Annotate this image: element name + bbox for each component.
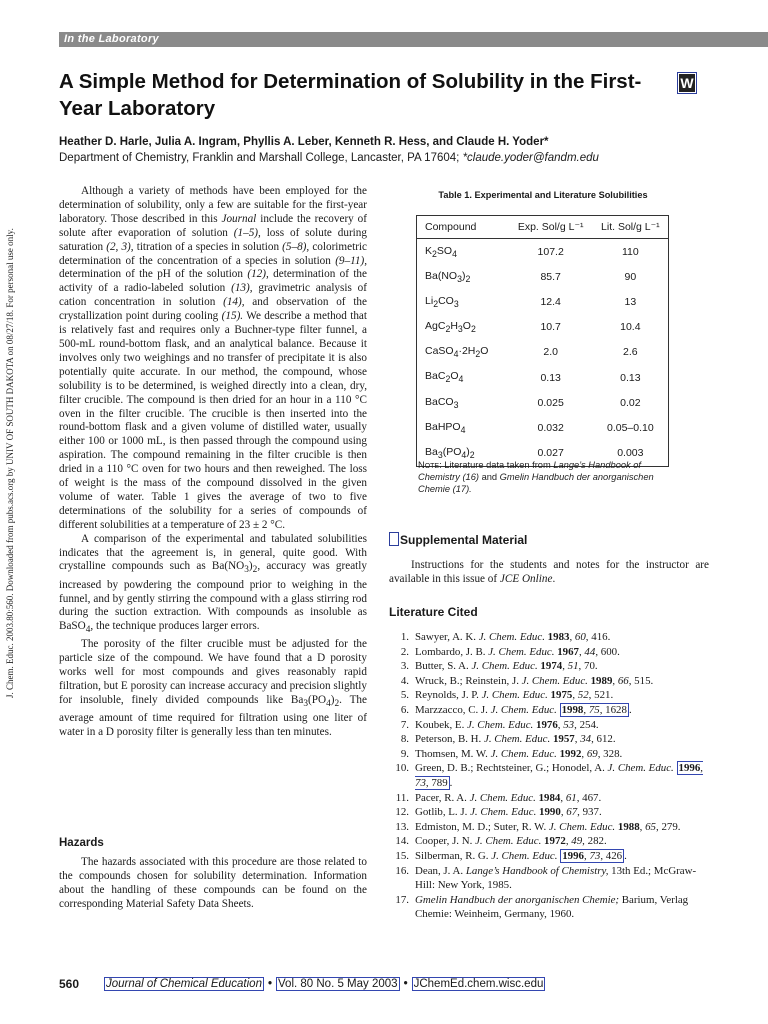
reference-item: 7. Koubek, E. J. Chem. Educ. 1976, 53, 254. bbox=[400, 718, 599, 731]
web-document-icon[interactable] bbox=[389, 532, 399, 546]
table-row bbox=[417, 390, 669, 415]
web-supplement-icon[interactable]: W bbox=[677, 72, 697, 94]
reference-item: 16. Dean, J. A. Lange’s Handbook of Chemistry, 13th Ed.; McGraw-Hill: New York, 1985. bbox=[395, 864, 697, 892]
reference-item: 15. Silberman, R. G. J. Chem. Educ. 1996, 73, 426 . bbox=[395, 849, 627, 862]
lit-cell: 0.05–0.10 bbox=[606, 421, 654, 434]
supplemental-text bbox=[389, 559, 709, 587]
lit-cell: 110 bbox=[621, 245, 639, 258]
table-header-row bbox=[417, 216, 669, 239]
lit-cell: 0.003 bbox=[617, 447, 644, 460]
page-number: 560 bbox=[59, 977, 80, 991]
website-link[interactable]: JChemEd.chem.wisc.edu bbox=[413, 978, 544, 990]
lit-cell: 13 bbox=[624, 295, 637, 308]
reference-list bbox=[389, 630, 709, 922]
hazards-heading: Hazards bbox=[59, 837, 104, 849]
table-note: Note: Literature data taken from Lange’s Handbook of Chemistry (16) and Gmelin Handbuch der anorganischen Chemie (17). bbox=[418, 460, 654, 494]
reference-item: 5. Reynolds, J. P. J. Chem. Educ. 1975, 52, 521. bbox=[400, 689, 614, 702]
column-header: Compound bbox=[417, 216, 509, 239]
compound-cell: $BaC_2O_4$ bbox=[425, 370, 464, 385]
literature-heading: Literature Cited bbox=[389, 605, 478, 619]
table-row bbox=[417, 239, 669, 265]
paragraph: A comparison of the experimental and tabulated solubilities indicates that the agreement is, in general, quite good. With crystalline compounds such as $Ba(NO_3)_2$, accuracy was greatly increased by powdering the compound prior to weighing in the funnel, and by gently stirring the compound with a glass stirring rod during the suction extraction. With compounds as insoluble as BaSO$_4$, the technique produces larger errors. bbox=[59, 532, 367, 636]
article-title: A Simple Method for Determination of Solubility in the First-Year Laboratory bbox=[59, 70, 642, 120]
reference-item: 3. Butter, S. A. J. Chem. Educ. 1974, 51, 70. bbox=[400, 660, 598, 673]
issue-link[interactable]: Vol. 80 No. 5 May 2003 bbox=[278, 978, 398, 990]
affiliation: Department of Chemistry, Franklin and Marshall College, Lancaster, PA 17604; *claude.yoder@fandm.edu bbox=[59, 152, 599, 164]
journal-footer bbox=[104, 977, 545, 991]
author-list: Heather D. Harle, Julia A. Ingram, Phyllis A. Leber, Kenneth R. Hess, and Claude H. Yoder* bbox=[59, 136, 549, 148]
exp-cell: 10.7 bbox=[540, 321, 561, 334]
lit-cell: 2.6 bbox=[623, 346, 638, 359]
reference-item: 10. Green, D. B.; Rechtsteiner, G.; Honodel, A. J. Chem. Educ. 1996, 73, 789 . bbox=[395, 762, 704, 789]
reference-item: 4. Wruck, B.; Reinstein, J. J. Chem. Educ. 1989, 66, 515. bbox=[400, 674, 654, 687]
table-row bbox=[417, 289, 669, 314]
exp-cell: 0.025 bbox=[537, 396, 564, 409]
exp-cell: 85.7 bbox=[540, 270, 561, 283]
supplemental-heading: Supplemental Material bbox=[389, 532, 527, 548]
separator: • bbox=[267, 978, 273, 990]
exp-cell: 12.4 bbox=[540, 295, 561, 308]
paragraph: The porosity of the filter crucible must be adjusted for the particle size of the compound. We have found that a D porosity works well for most compounds and gives reasonably rapid filtration, but E porosity can increase accuracy and precision slightly for insoluble, finely divided compounds like $Ba_3(PO_4)_2$. The average amount of time required for filtration using one liter of water in a D porosity filter is generally less than ten minutes. bbox=[59, 638, 367, 739]
table-caption: Table 1. Experimental and Literature Solubilities bbox=[438, 190, 648, 200]
compound-cell: BaCO$_3$ bbox=[425, 395, 459, 410]
solubility-table bbox=[416, 215, 669, 467]
compound-cell: $Ba(NO_3)_2$ bbox=[425, 269, 471, 284]
lit-cell: 90 bbox=[624, 270, 637, 283]
column-header: Exp. Sol/g L⁻¹ bbox=[509, 216, 593, 239]
reference-link[interactable]: 1996, 73, 789 bbox=[415, 762, 704, 789]
reference-item: 2. Lombardo, J. B. J. Chem. Educ. 1967, 44, 600. bbox=[400, 645, 620, 658]
reference-item: 17. Gmelin Handbuch der anorganischen Chemie; Barium, Verlag Chemie: Weinheim, Germany, 1960. bbox=[395, 893, 689, 921]
reference-link[interactable]: 1996, 73, 426 bbox=[562, 849, 623, 862]
reference-item: 14. Cooper, J. N. J. Chem. Educ. 1972, 49, 282. bbox=[395, 835, 607, 848]
lit-cell: 0.13 bbox=[620, 371, 641, 384]
compound-cell: $K_2SO_4$ bbox=[425, 244, 457, 259]
reference-item: 12. Gotlib, L. J. J. Chem. Educ. 1990, 67, 937. bbox=[395, 806, 602, 819]
journal-link[interactable]: Journal of Chemical Education bbox=[106, 978, 262, 990]
section-header-bar bbox=[59, 32, 768, 47]
exp-cell: 0.027 bbox=[537, 447, 564, 460]
table-row bbox=[417, 315, 669, 340]
hazards-text bbox=[59, 856, 367, 912]
main-text-column bbox=[59, 185, 367, 740]
compound-cell: $CaSO_4\cdot 2H_2O$ bbox=[425, 345, 489, 360]
compound-cell: $Ba_3(PO_4)_2$ bbox=[425, 446, 475, 461]
compound-cell: BaHPO$_4$ bbox=[425, 420, 466, 435]
reference-item: 1. Sawyer, A. K. J. Chem. Educ. 1983, 60, 416. bbox=[400, 631, 611, 643]
reference-item: 13. Edmiston, M. D.; Suter, R. W. J. Chem. Educ. 1988, 65, 279. bbox=[395, 820, 681, 833]
exp-cell: 2.0 bbox=[543, 346, 558, 359]
table-row bbox=[417, 340, 669, 365]
table-row bbox=[417, 365, 669, 390]
table-row bbox=[417, 264, 669, 289]
reference-link[interactable]: 1998, 75, 1628 bbox=[561, 703, 627, 716]
exp-cell: 0.13 bbox=[540, 371, 561, 384]
reference-item: 9. Thomsen, M. W. J. Chem. Educ. 1992, 69, 328. bbox=[400, 747, 623, 760]
exp-cell: 0.032 bbox=[537, 421, 564, 434]
lit-cell: 0.02 bbox=[620, 396, 641, 409]
column-header: Lit. Sol/g L⁻¹ bbox=[593, 216, 669, 239]
author-email[interactable]: *claude.yoder@fandm.edu bbox=[462, 152, 599, 164]
reference-item: 6. Marzzacco, C. J. J. Chem. Educ. 1998, 75, 1628 . bbox=[400, 703, 632, 716]
separator: • bbox=[403, 978, 408, 990]
exp-cell: 107.2 bbox=[537, 245, 564, 258]
download-notice: J. Chem. Educ. 2003.80:560. Downloaded from pubs.acs.org by UNIV OF SOUTH DAKOTA on 08/27/18. For personal use only. bbox=[5, 228, 15, 698]
paragraph: Although a variety of methods have been employed for the determination of solubility, only a few are suitable for the first-year laboratory. Those described in this Journal include the recovery of solute after evaporation of solution (1–5), loss of solute during saturation (2, 3), titration of a species in solution (5–8), colorimetric determination of the concentration of a species in solution (9–11), determination of the pH of the solution (12), determination of the activity of a radio-labeled solution (13), gravimetric analysis of cation concentration in solution (14), and observation of the crystallization point during cooling (15). We describe a method that is relatively fast and requires only a Buchner-type filter funnel, a 500-mL round-bottom flask, and an analytical balance. Because it involves only two weighings and no transfer of precipitate it is also potentially quite accurate. In our method, the compound, whose solubility is to be determined, is weighed directly into a clean, dry, filter crucible. The compound is then dried for an hour in a 110 °C oven in the filter crucible. The crucible is then inserted into the round-bottom flask and a given volume of distilled water, usually either 100 or 1000 mL, is then passed through the compound using aspiration. The compound remaining in the filter crucible is then dried in a 110 °C oven for two hours and then reweighed. The loss of weight is the mass of the compound dissolved in the given volume of water. Table 1 gives the average of two to five determinations of the solubility for a series of compounds of different solubilities at a temperature of 23 ± 2 °C. bbox=[59, 185, 368, 531]
reference-item: 11. Pacer, R. A. J. Chem. Educ. 1984, 61, 467. bbox=[395, 791, 602, 804]
section-label: In the Laboratory bbox=[64, 33, 159, 45]
reference-item: 8. Peterson, B. H. J. Chem. Educ. 1957, 34, 612. bbox=[400, 733, 616, 746]
paragraph: Instructions for the students and notes for the instructor are available in this issue of JCE Online. bbox=[389, 559, 709, 585]
lit-cell: 10.4 bbox=[620, 321, 641, 334]
compound-cell: $AgC_2H_3O_2$ bbox=[425, 320, 476, 335]
compound-cell: $Li_2CO_3$ bbox=[425, 294, 459, 310]
table-row bbox=[417, 415, 669, 440]
paragraph: The hazards associated with this procedure are those related to the compounds chosen for solubility determination. Information about the handling of these compounds can be found on the corresponding Material Safety Data Sheets. bbox=[59, 856, 367, 910]
